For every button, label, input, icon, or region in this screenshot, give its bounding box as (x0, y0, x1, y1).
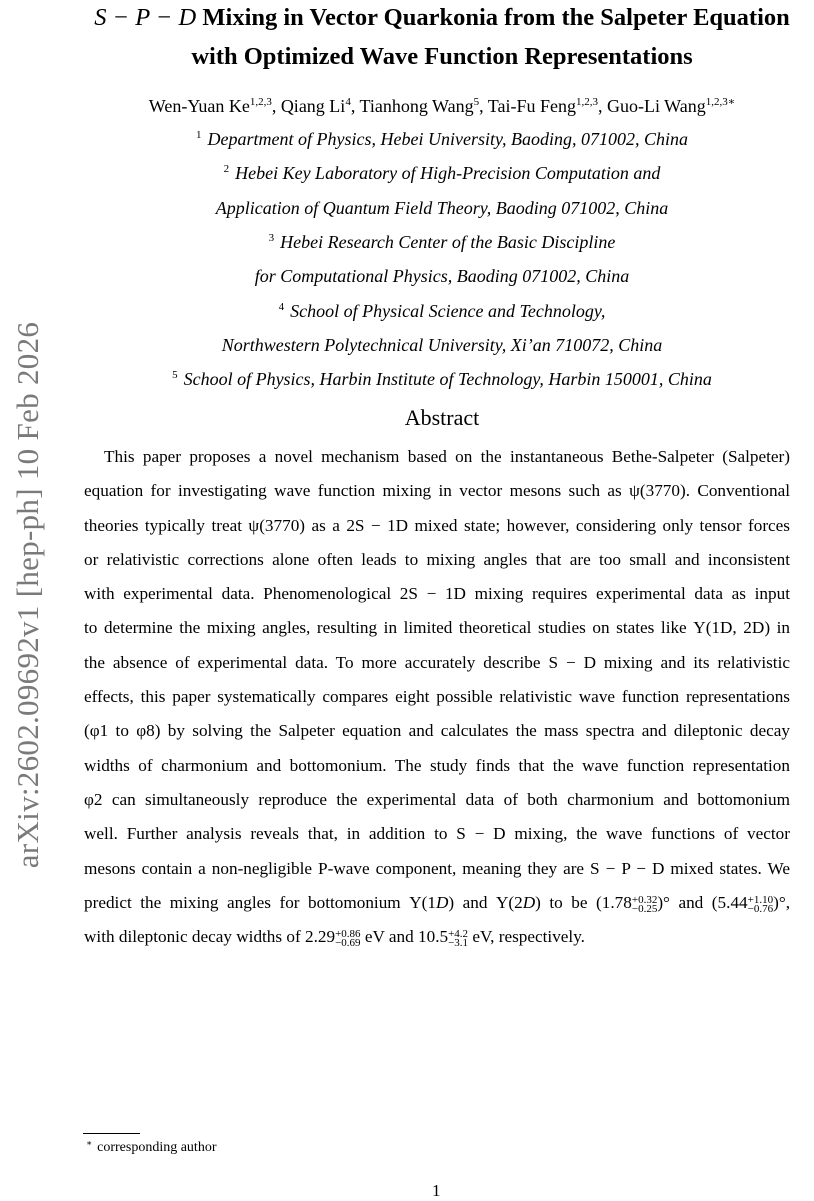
page-number: 1 (432, 1181, 441, 1200)
abstract-line: This paper proposes a novel mechanism based on the instantaneous Bethe-Salpeter (Salpeter) (104, 447, 790, 466)
abstract-line: theories typically treat ψ(3770) as a 2S − 1D mixed state; however, considering only tensor forces (84, 515, 790, 535)
affiliation-1: $^1$ Department of Physics, Hebei University, Baoding, 071002, China (196, 129, 688, 149)
author: Tai-Fu Feng$^{1,2,3}$ (487, 96, 598, 116)
abstract-line-decay-widths: with dileptonic decay widths of 2.29 +0.86 −0.69 eV and 10.5 +4.2 −3.1 eV, respectively. (84, 927, 585, 950)
footnote-rule (83, 1133, 140, 1134)
title-math: S − P − D (94, 4, 197, 31)
abstract-line: to determine the mixing angles, resulting in limited theoretical studies on states like Υ(1D, 2D) in (84, 618, 790, 638)
abstract-line: (φ1 to φ8) by solving the Salpeter equation and calculates the mass spectra and dileptonic decay (84, 721, 790, 741)
affiliation-4: $^4$ School of Physical Science and Technology, (278, 301, 606, 321)
abstract-line: equation for investigating wave function mixing in vector mesons such as ψ(3770). Conventional (84, 481, 790, 501)
title-line-1: S − P − D Mixing in Vector Quarkonia from the Salpeter Equation (94, 4, 790, 31)
author: Qiang Li$^4$ (280, 96, 351, 116)
abstract-line: effects, this paper systematically compares eight possible relativistic wave function representations (84, 687, 790, 707)
footnote: ∗ corresponding author (86, 1138, 217, 1155)
author: Tianhong Wang$^5$ (359, 96, 480, 116)
abstract-line-mixing-angles: predict the mixing angles for bottomonium Υ(1D) and Υ(2D) to be (1.78 +0.32 −0.25 )° and (5.44 +1.10 −0.76 )°, (84, 892, 790, 915)
affiliation-3: $^3$ Hebei Research Center of the Basic Discipline (268, 232, 616, 252)
abstract-line: widths of charmonium and bottomonium. The study finds that the wave function representation (84, 755, 790, 775)
abstract-line: with experimental data. Phenomenological 2S − 1D mixing requires experimental data as input (84, 584, 790, 604)
author: Wen-Yuan Ke$^{1,2,3}$ (148, 96, 272, 116)
affiliation-3-line-2: for Computational Physics, Baoding 071002, China (254, 266, 630, 286)
abstract-line: well. Further analysis reveals that, in addition to S − D mixing, the wave functions of vector (84, 824, 790, 844)
author: Guo-Li Wang$^{1,2,3∗}$ (607, 96, 736, 116)
affiliation-2-line-2: Application of Quantum Field Theory, Baoding 071002, China (215, 198, 669, 218)
abstract-line: mesons contain a non-negligible P-wave component, meaning they are S − P − D mixed states. We (84, 858, 790, 878)
abstract-line: φ2 can simultaneously reproduce the experimental data of both charmonium and bottomonium (84, 789, 790, 809)
author-list: Wen-Yuan Ke$^{1,2,3}$, Qiang Li$^4$, Tianhong Wang$^5$, Tai-Fu Feng$^{1,2,3}$, Guo-Li Wang$^{1,2,3∗}$ (148, 96, 736, 116)
affiliation-4-line-2: Northwestern Polytechnical University, Xi’an 710072, China (221, 335, 663, 355)
arxiv-stamp-text: arXiv:2602.09692v1 [hep-ph] 10 Feb 2026 (10, 321, 45, 869)
abstract-line: or relativistic corrections alone often leads to mixing angles that are too small and inconsistent (84, 549, 790, 569)
affiliation-5: $^5$ School of Physics, Harbin Institute of Technology, Harbin 150001, China (172, 369, 712, 389)
abstract-body (84, 440, 790, 954)
title-line-2: with Optimized Wave Function Representations (191, 43, 693, 70)
abstract-line: the absence of experimental data. To more accurately describe S − D mixing and its relativistic (84, 652, 790, 672)
arxiv-stamp (2, 285, 54, 905)
abstract-heading: Abstract (404, 405, 480, 430)
affiliation-2: $^2$ Hebei Key Laboratory of High-Precision Computation and (223, 163, 661, 183)
